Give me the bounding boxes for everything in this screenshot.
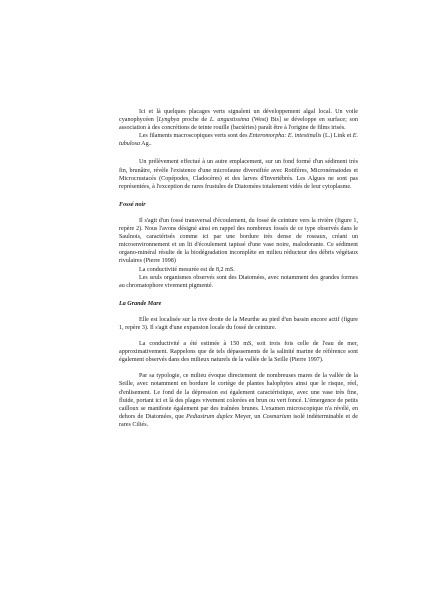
italic-taxon: E. tubulosa — [119, 133, 359, 148]
italic-taxon: Cosmarium — [262, 413, 292, 420]
heading-grande-mare: La Grande Mare — [119, 300, 162, 307]
document-page — [119, 108, 358, 429]
heading-fosse-noir: Fossé noir — [119, 201, 146, 208]
paragraph-mare-conductivite: La conductivité a été estimée à 150 mS, soit trois fois celle de l'eau de mer, approximativement. Rappelons que de tels dépassements de la salinité marine de référence sont également observés dans des milieux naturels de la vallée de la Seille (Pierre 1997). — [119, 341, 358, 364]
italic-taxon: Pediastrum duplex — [186, 413, 233, 420]
paragraph-fosse-organismes: Les seuls organismes observés sont des Diatomées, avec notamment des grandes formes au chromatophore vivement pigmenté. — [119, 274, 358, 289]
paragraph-enteromorpha: Les filaments macroscopiques verts sont des Enteromorpha: E. intestinalis (L.) Link et E. tubulosa Ag.. — [119, 133, 359, 148]
italic-taxon: Enteromorpha: E. intestinalis — [249, 133, 322, 140]
italic-taxon: L. angustissima — [209, 117, 250, 124]
paragraph-mare-typologie: Par sa typologie, ce milieu évoque directement de nombreuses mares de la vallée de la Seille, avec notamment en bordure le cortège de plantes halophytes ainsi que le risque, réel, d'enlisement. Le fond de la dépression est également caractéristique, avec une vase très fine, fluide, portant ici et là des plages vivement colorées en brun ou vert foncé. L'émergence de petits cailloux se manifeste également par des traînées brunes. L'examen microscopique n'a révélé, en dehors de Diatomées, que Pediastrum duplex Meyer, un Cosmarium isolé indéterminable et de rares Ciliés. — [119, 373, 358, 428]
paragraph-algal-development: Ici et là quelques placages verts signalent un développement algal local. Un voile cyanophycéen [Lyngbya proche de L. angustissima (West) Bis] se développe en surface; son association à des concrétions de teinte rouille (bactéries) paraît être à l'origine de films irisés. — [119, 109, 358, 132]
paragraph-mare-localisation: Elle est localisée sur la rive droite de la Meurthe au pied d'un bassin encore actif (figure 1, repère 3). Il s'agit d'une expansion locale du fossé de ceinture. — [119, 316, 358, 331]
paragraph-fosse-conductivite: La conductivité mesurée est de 8,2 mS. — [139, 266, 235, 273]
italic-taxon: Lyngbya — [158, 117, 180, 124]
paragraph-microfaune: Un prélèvement effectué à un autre emplacement, sur un fond formé d'un sédiment très fin, brunâtre, révèle l'existence d'une microfaune diversifiée avec Rotifères, Micronématodes et Microcrustacés (Copépodes, Cladocères) et des larves d'Invertébrés. Les Algues ne sont pas représentées, à l'exception de rares frustules de Diatomées totalement vidés de leur cytoplasme. — [119, 159, 358, 190]
paragraph-fosse-description: Il s'agit d'un fossé transversal d'écoulement, du fossé de ceinture vers la rivière (figure 1, repère 2). Nous l'avons désigné ainsi en rappel des nombreux fossés de ce type observés dans le Saulnois, caractérisés comme ici par une bordure très dense de roseaux, créant un microenvironnement et un lit d'écoulement tapissé d'une vase noire, malodorante. Ce sédiment organo-minéral résulte de la biodégradation incomplète en milieu réducteur des débris végétaux rivulaires (Pierre 1998) — [119, 217, 358, 265]
